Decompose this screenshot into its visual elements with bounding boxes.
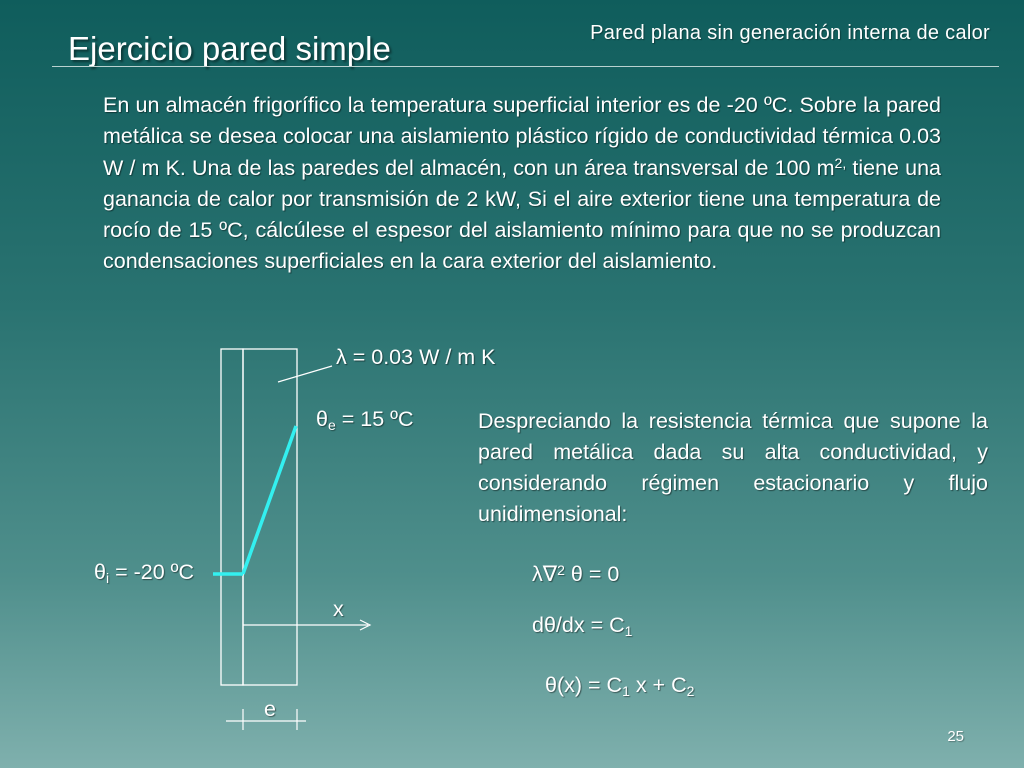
exterior-temperature-label: [316, 407, 414, 432]
theta-e-subscript: e: [327, 417, 336, 433]
theta-i-subscript: i: [105, 570, 110, 586]
statement-text-part1: En un almacén frigorífico la temperatura superficial interior es de -20 ºC. Sobre la pared metálica se desea colocar una aislamiento plástico rígido de conductividad térmica 0.03 W / m K. Una de las paredes del almacén, con un área transversal de 100 m: [103, 93, 941, 180]
eq3-subscript-1: 1: [622, 683, 630, 699]
x-axis-label: x: [333, 597, 344, 621]
profile-equation: [545, 673, 694, 698]
theta-i-symbol: θ: [94, 560, 106, 584]
metal-wall: [221, 349, 243, 685]
lambda-pointer-line: [278, 366, 332, 382]
eq3-part-b: x + C: [629, 673, 687, 697]
statement-text-part2: tiene una ganancia de calor por transmisión de 2 kW, Si el aire exterior tiene una temperatura de rocío de 15 ºC, cálcúlese el espesor del aislamiento mínimo para que no se produzcan condensaciones superficiales en la cara exterior del aislamiento.: [103, 155, 941, 274]
eq1-rhs: θ = 0: [564, 562, 620, 586]
theta-e-value: = 15 ºC: [335, 407, 414, 431]
eq1-lhs: λ∇: [532, 562, 558, 586]
gradient-equation: [532, 613, 632, 638]
temperature-profile-line: [243, 426, 296, 574]
eq2-main: dθ/dx = C: [532, 613, 625, 637]
theta-i-value: = -20 ºC: [109, 560, 195, 584]
thickness-label: e: [264, 697, 276, 721]
area-exponent: 2,: [834, 154, 847, 171]
eq3-subscript-2: 2: [686, 683, 695, 699]
laplace-equation: [532, 562, 619, 587]
interior-temperature-label: [94, 560, 194, 585]
assumptions-note: Despreciando la resistencia térmica que supone la pared metálica dada su alta conductividad, y considerando régimen estacionario y flujo unidimensional:: [478, 409, 988, 526]
eq1-exponent: 2: [557, 562, 565, 578]
slide-title: Ejercicio pared simple: [68, 30, 391, 67]
slide-topic: Pared plana sin generación interna de calor: [590, 22, 990, 44]
page-number: 25: [947, 728, 964, 745]
insulation-layer: [243, 349, 297, 685]
eq2-subscript: 1: [624, 623, 633, 639]
theta-e-symbol: θ: [316, 407, 328, 431]
conductivity-label: λ = 0.03 W / m K: [336, 345, 496, 369]
eq3-part-a: θ(x) = C: [545, 673, 623, 697]
